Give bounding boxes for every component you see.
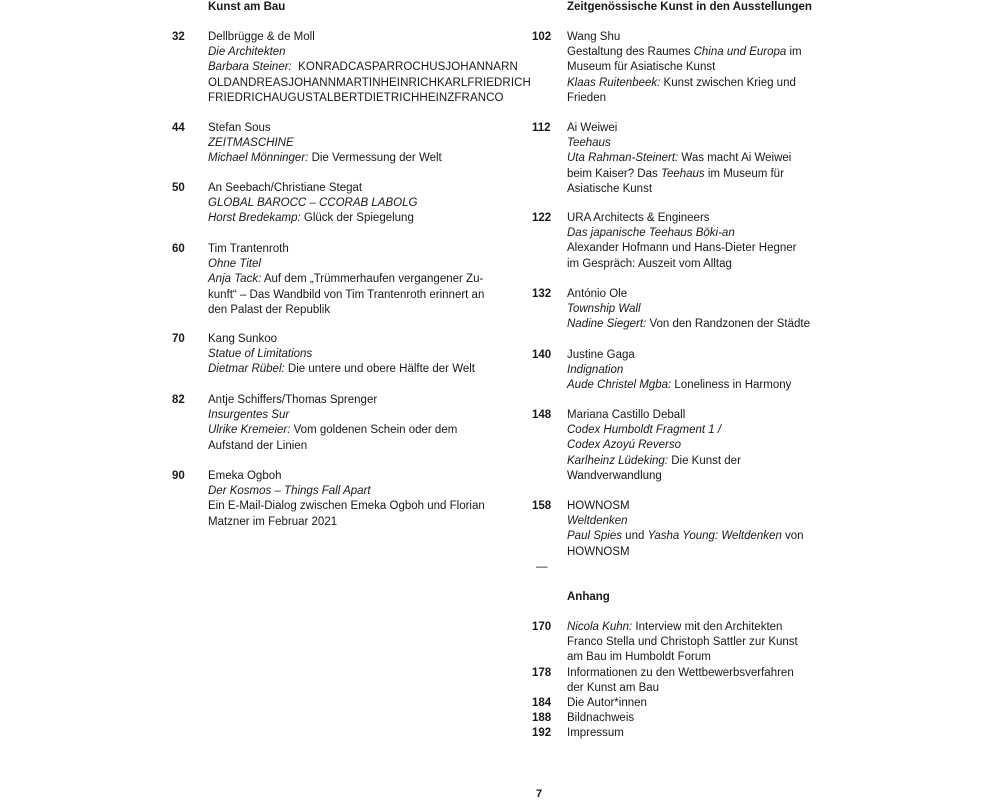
entry-title-cont: FRIEDRICHAUGUSTALBERTDIETRICHHEINZFRANCO [208,91,504,104]
entry-page: 90 [172,470,185,482]
entry-artist: Justine Gaga [567,349,635,361]
entry-title: Die Autor*innen [567,697,647,709]
section-divider-dash: — [536,561,548,573]
entry-artist: Stefan Sous [208,122,271,134]
entry-author: Dietmar Rübel: [208,363,285,376]
entry-author: Barbara Steiner: [208,61,292,74]
entry-title-cont: Asiatische Kunst [567,182,653,195]
entry-title: Vom goldenen Schein oder dem [293,424,458,437]
entry-title: Die Kunst der [671,454,741,467]
section-heading-anhang: Anhang [567,591,610,603]
entry-work-italic: China und Europa [693,46,787,59]
toc-entry[interactable] [172,181,532,227]
entry-title: Informationen zu den Wettbewerbsverfahren [567,667,794,679]
entry-title-cont: OLDANDREASJOHANNMARTINHEINRICHKARLFRIEDRICH [208,76,531,89]
toc-entry[interactable] [532,726,832,741]
entry-artist: Dellbrügge & de Moll [208,31,315,43]
entry-title: Loneliness in Harmony [674,379,792,392]
entry-title-cont: im Gespräch: Auszeit vom Alltag [567,257,732,270]
entry-title-suffix: von [781,530,804,543]
toc-entry[interactable] [172,332,532,378]
entry-work: Weltdenken [567,515,628,528]
entry-title: Was macht Ai Weiwei [681,152,792,165]
entry-work: Der Kosmos – Things Fall Apart [208,485,371,498]
entry-page: 70 [172,333,185,345]
entry-artist: Emeka Ogboh [208,470,282,482]
entry-title: Die untere und obere Hälfte der Welt [287,363,475,376]
entry-title-cont: der Kunst am Bau [567,682,660,695]
entry-artist: Ai Weiwei [567,122,618,134]
entry-artist: HOWNOSM [567,500,630,512]
entry-work-suffix: im [786,46,802,59]
page-number: 7 [536,788,543,800]
entry-author: Paul Spies [567,530,622,543]
toc-entry[interactable] [532,121,832,197]
entry-title: Impressum [567,727,624,739]
toc-entry[interactable] [172,30,532,106]
entry-page: 148 [532,409,552,421]
entry-title-cont: am Bau im Humboldt Forum [567,651,711,664]
entry-title: Kunst zwischen Krieg und [663,76,796,89]
entry-title: Die Vermessung der Welt [311,152,442,165]
toc-entry[interactable] [532,696,832,711]
entry-page: 188 [532,712,552,724]
entry-work: Insurgentes Sur [208,409,290,422]
entry-page: 122 [532,212,552,224]
toc-entry[interactable] [532,620,832,666]
entry-page: 32 [172,31,185,43]
toc-entry[interactable] [532,348,832,394]
entry-artist: Antje Schiffers/Thomas Sprenger [208,394,378,406]
entry-author: Uta Rahman-Steinert: [567,152,679,165]
toc-entry[interactable] [532,287,832,333]
entry-work: Codex Humboldt Fragment 1 / [567,424,722,437]
entry-work-cont: Museum für Asiatische Kunst [567,61,716,74]
entry-title-cont: Matzner im Februar 2021 [208,515,338,528]
entry-title-cont: Aufstand der Linien [208,439,308,452]
entry-title: Interview mit den Architekten [635,621,783,633]
section-heading-kunst-am-bau: Kunst am Bau [208,1,286,13]
entry-author: Horst Bredekamp: [208,212,301,225]
toc-entry[interactable] [532,211,832,272]
entry-author: Klaas Ruitenbeek: [567,76,661,89]
entry-title-italic: Weltdenken [718,530,782,543]
entry-page: 170 [532,621,552,633]
entry-page: 158 [532,500,552,512]
entry-title-cont: Frieden [567,91,606,104]
entry-author: Karlheinz Lüdeking: [567,454,669,467]
toc-entry[interactable] [172,393,532,454]
entry-title: Glück der Spiegelung [303,212,414,225]
entry-author-joiner: und [621,530,648,543]
entry-page: 102 [532,31,552,43]
entry-page: 132 [532,288,552,300]
toc-entry[interactable] [172,469,532,530]
entry-page: 140 [532,349,552,361]
entry-author: Nadine Siegert: [567,318,647,331]
entry-title-italic: Teehaus [660,167,705,180]
toc-entry[interactable] [172,242,532,318]
entry-author: Michael Mönninger: [208,152,309,165]
entry-work: Township Wall [567,303,641,316]
entry-artist: Kang Sunkoo [208,333,278,345]
entry-title-cont: Wandverwandlung [567,469,662,482]
entry-title: Auf dem „Trümmerhaufen vergangener Zu- [263,273,484,286]
entry-work: Indignation [567,364,624,377]
toc-entry[interactable] [532,408,832,484]
entry-title-cont: Franco Stella und Christoph Sattler zur Kunst [567,636,798,649]
entry-author: Yasha Young: [647,530,719,543]
entry-title: Von den Randzonen der Städte [649,318,810,331]
entry-title-cont-suffix: im Museum für [704,167,784,180]
entry-title: Ein E-Mail-Dialog zwischen Emeka Ogboh und Florian [208,500,485,513]
entry-work: Ohne Titel [208,258,261,271]
entry-title: Alexander Hofmann und Hans-Dieter Hegner [567,242,797,255]
entry-page: 112 [532,122,551,134]
entry-page: 184 [532,697,552,709]
entry-title-cont: den Palast der Republik [208,303,331,316]
entry-author: Anja Tack: [208,273,262,286]
toc-entry[interactable] [532,499,832,560]
entry-author: Ulrike Kremeier: [208,424,291,437]
entry-title: Bildnachweis [567,712,635,724]
entry-work: ZEITMASCHINE [208,137,294,150]
entry-work: Teehaus [567,137,611,150]
entry-artist: Mariana Castillo Deball [567,409,686,421]
entry-work: Das japanische Teehaus Bōki-an [567,227,735,240]
entry-work: Die Architekten [208,46,286,59]
entry-artist: Wang Shu [567,31,621,43]
entry-artist: António Ole [567,288,628,300]
entry-page: 82 [172,394,185,406]
entry-page: 44 [172,122,185,134]
entry-page: 60 [172,243,185,255]
entry-page: 50 [172,182,185,194]
entry-artist: URA Architects & Engineers [567,212,710,224]
toc-entry[interactable] [532,666,832,696]
entry-work: Statue of Limitations [208,348,313,361]
entry-title-cont: beim Kaiser? Das [567,167,661,180]
entry-work: Gestaltung des Raumes [567,46,694,59]
toc-entry[interactable] [172,121,532,167]
entry-author: Aude Christel Mgba: [567,379,672,392]
entry-author: Nicola Kuhn: [567,621,633,633]
toc-entry[interactable] [532,30,832,106]
entry-title-cont: HOWNOSM [567,545,630,558]
entry-artist: Tim Trantenroth [208,243,289,255]
entry-page: 178 [532,667,552,679]
entry-page: 192 [532,727,552,739]
entry-work: GLOBAL BAROCC – CCORAB LABOLG [208,197,418,210]
entry-artist: An Seebach/Christiane Stegat [208,182,363,194]
entry-title: KONRADCASPARROCHUSJOHANNARN [298,61,518,74]
entry-work-cont: Codex Azoyú Reverso [567,439,681,452]
section-heading-zeitgenoessische-kunst: Zeitgenössische Kunst in den Ausstellungen [567,1,812,13]
toc-entry[interactable] [532,711,832,726]
entry-title-cont: kunft“ – Das Wandbild von Tim Trantenroth erinnert an [208,288,485,301]
